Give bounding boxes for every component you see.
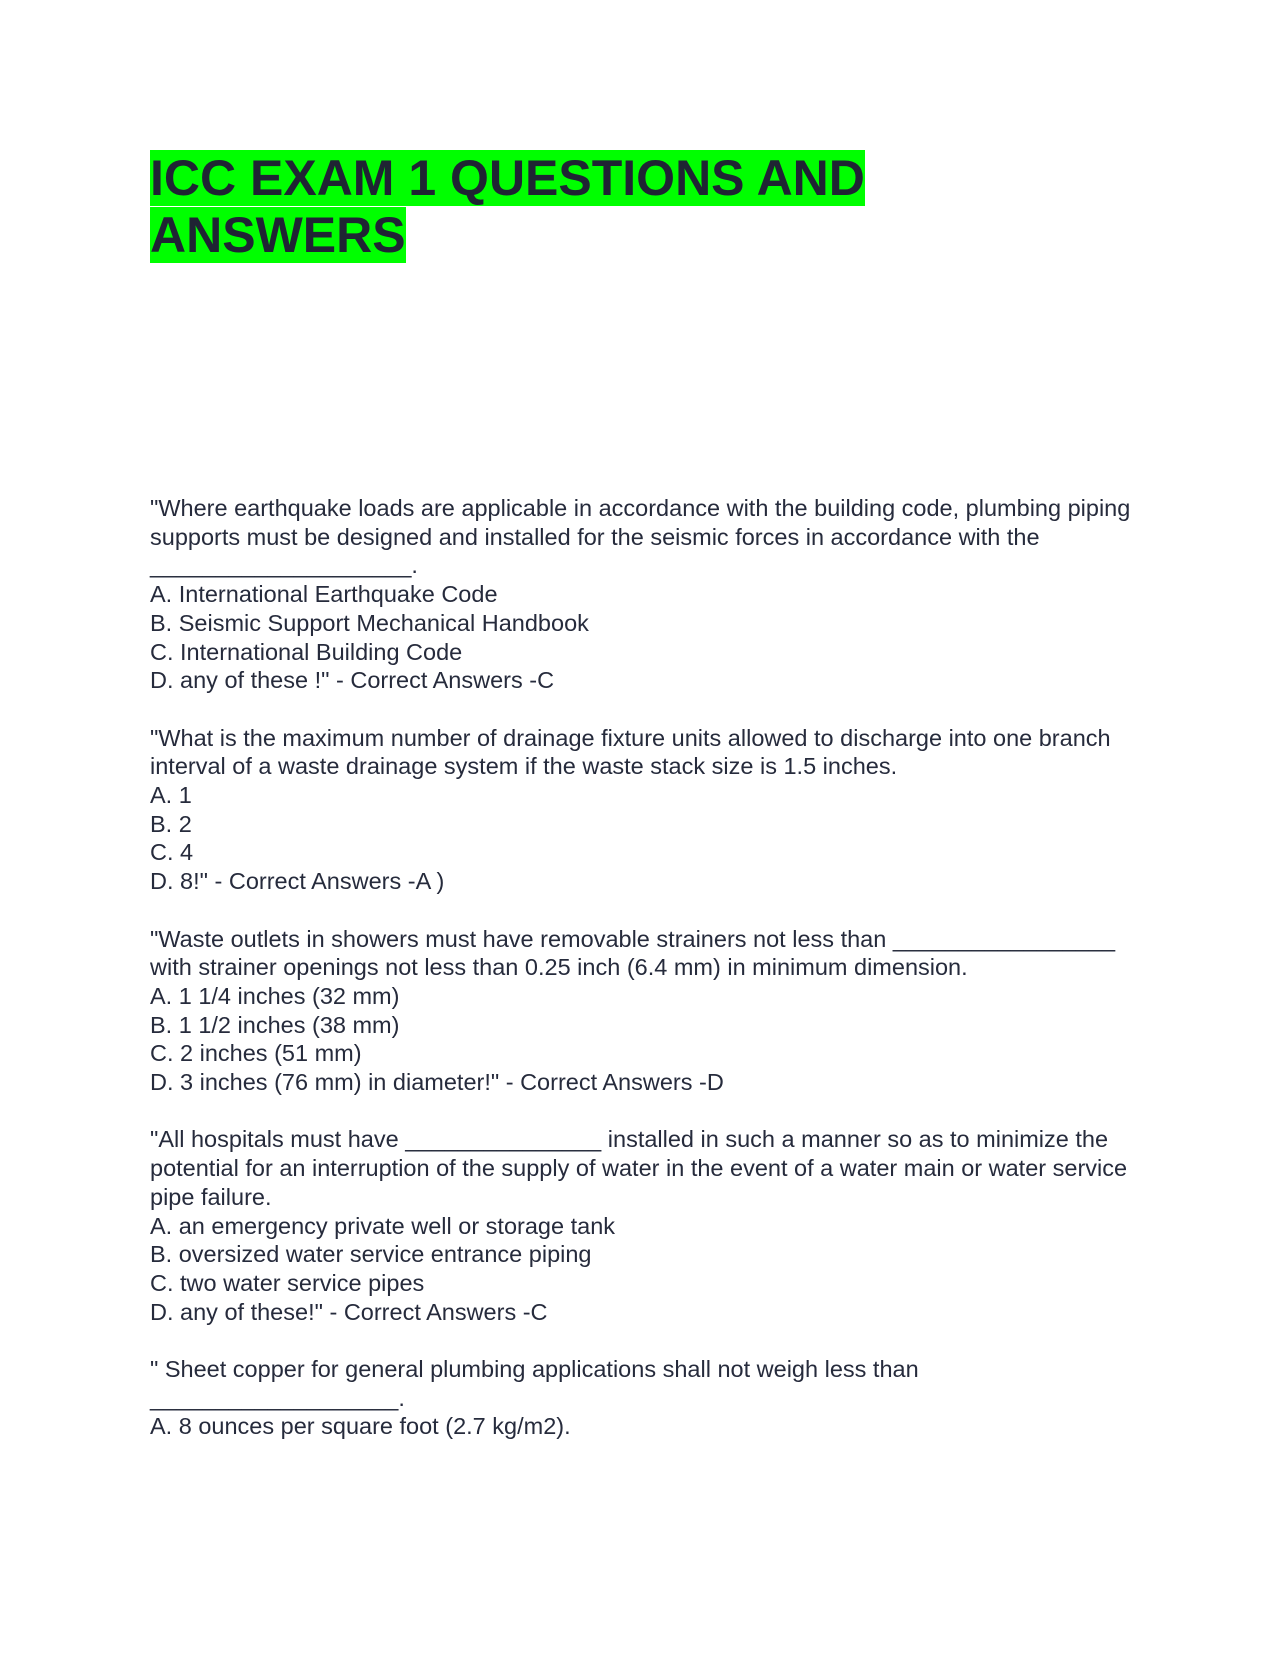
question-3-option-b: B. 1 1/2 inches (38 mm) [150,1011,400,1038]
question-3-text: "Waste outlets in showers must have removable strainers not less than _________________ with strainer openings not less than 0.25 inch (6.4 mm) in minimum dimension. [150,925,1116,981]
question-2-text: "What is the maximum number of drainage fixture units allowed to discharge into one branch interval of a waste drainage system if the waste stack size is 1.5 inches. [150,724,1111,780]
question-1-option-c: C. International Building Code [150,638,463,665]
question-4-option-d: D. any of these!" - Correct Answers -C [150,1298,548,1325]
question-4-option-a: A. an emergency private well or storage tank [150,1212,616,1239]
question-4-option-b: B. oversized water service entrance piping [150,1241,592,1268]
question-3-option-a: A. 1 1/4 inches (32 mm) [150,982,400,1009]
question-4-option-c: C. two water service pipes [150,1269,425,1296]
question-4-text: "All hospitals must have _______________ installed in such a manner so as to minimize the potential for an interruption of the supply of water in the event of a water main or water service pipe failure. [150,1126,1128,1210]
question-2-option-b: B. 2 [150,810,192,837]
question-3-option-c: C. 2 inches (51 mm) [150,1040,362,1067]
question-5-text: " Sheet copper for general plumbing applications shall not weigh less than ___________________. [150,1356,919,1411]
question-1 [150,494,1150,695]
question-1-option-b: B. Seismic Support Mechanical Handbook [150,609,589,636]
question-2-option-d: D. 8!" - Correct Answers -A ) [150,868,445,895]
question-list [150,494,1150,1470]
question-5 [150,1355,1150,1441]
question-3 [150,925,1150,1097]
question-1-text: "Where earthquake loads are applicable in accordance with the building code, plumbing piping supports must be designed and installed for the seismic forces in accordance with the ____________________. [150,495,1131,579]
page-title [150,150,1150,264]
title-line-1: ICC EXAM 1 QUESTIONS AND [150,150,865,206]
question-3-option-d: D. 3 inches (76 mm) in diameter!" - Correct Answers -D [150,1069,724,1096]
title-line-2: ANSWERS [150,207,406,263]
question-1-option-a: A. International Earthquake Code [150,581,498,608]
question-2-option-a: A. 1 [150,782,192,809]
question-1-option-d: D. any of these !" - Correct Answers -C [150,667,555,694]
document-page [150,150,1150,1440]
question-2-option-c: C. 4 [150,839,194,866]
question-4 [150,1125,1150,1326]
question-5-option-a: A. 8 ounces per square foot (2.7 kg/m2). [150,1413,571,1440]
question-2 [150,724,1150,896]
